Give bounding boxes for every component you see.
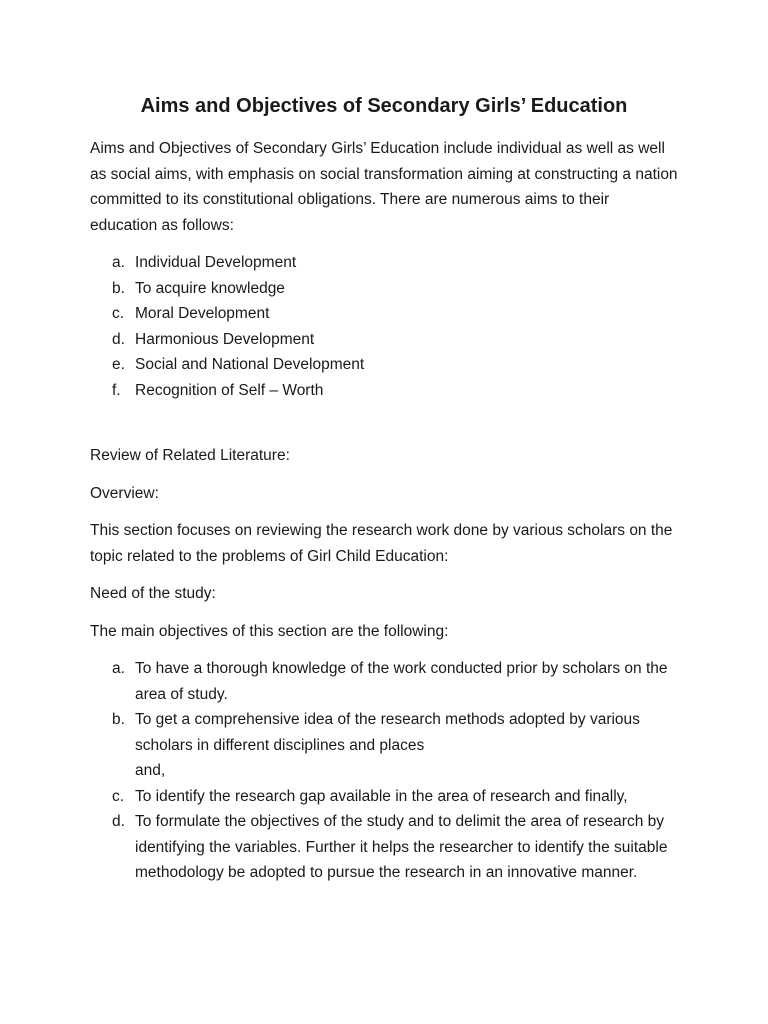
list-item — [90, 352, 678, 378]
list-item-text: Individual Development — [135, 254, 297, 271]
list-marker: c. — [112, 305, 125, 322]
list-item-text: To formulate the objectives of the study and to delimit the area of research by identifying the variables. Further it helps the researcher to identify the suitable methodology be adopted to pursue the research in an innovative manner. — [135, 813, 668, 881]
list-marker: e. — [112, 356, 125, 373]
objectives-intro: The main objectives of this section are the following: — [90, 622, 449, 640]
list-item — [90, 707, 678, 784]
objectives-list — [90, 656, 678, 886]
page-title: Aims and Objectives of Secondary Girls’ Education — [140, 95, 628, 117]
list-item-text: To acquire knowledge — [135, 279, 285, 297]
list-item-text: Harmonious Development — [135, 330, 315, 348]
list-item — [90, 301, 678, 327]
list-item-continuation: and, — [135, 762, 166, 779]
list-marker: d. — [112, 813, 125, 830]
list-item — [90, 327, 678, 353]
intro-paragraph: Aims and Objectives of Secondary Girls’ Education include individual as well as well as social aims, with emphasis on social transformation aiming at constructing a nation committed to its constitutional obligations. There are numerous aims to their education as follows: — [90, 140, 678, 234]
list-marker: b. — [112, 279, 125, 297]
need-heading: Need of the study: — [90, 585, 216, 602]
list-item-text: Recognition of Self – Worth — [135, 381, 324, 399]
list-marker: c. — [112, 787, 125, 805]
list-marker: b. — [112, 711, 125, 728]
overview-paragraph: This section focuses on reviewing the research work done by various scholars on the topic related to the problems of Girl Child Education: — [90, 522, 673, 565]
list-marker: a. — [112, 254, 125, 271]
aims-list — [90, 250, 678, 403]
list-item — [90, 809, 678, 886]
overview-heading: Overview: — [90, 484, 159, 502]
list-item-text: To have a thorough knowledge of the work conducted prior by scholars on the area of study. — [135, 660, 668, 703]
list-item — [90, 250, 678, 276]
list-item — [90, 656, 678, 707]
list-item — [90, 784, 678, 810]
list-marker: f. — [112, 381, 121, 399]
list-item-text: To get a comprehensive idea of the research methods adopted by various scholars in different disciplines and places — [135, 711, 640, 754]
list-item-text: Social and National Development — [135, 356, 365, 373]
list-marker: d. — [112, 330, 125, 348]
list-item — [90, 378, 678, 404]
review-heading: Review of Related Literature: — [90, 447, 290, 464]
list-item-text: To identify the research gap available in the area of research and finally, — [135, 787, 628, 805]
list-marker: a. — [112, 660, 125, 677]
list-item-text: Moral Development — [135, 305, 270, 322]
list-item — [90, 276, 678, 302]
